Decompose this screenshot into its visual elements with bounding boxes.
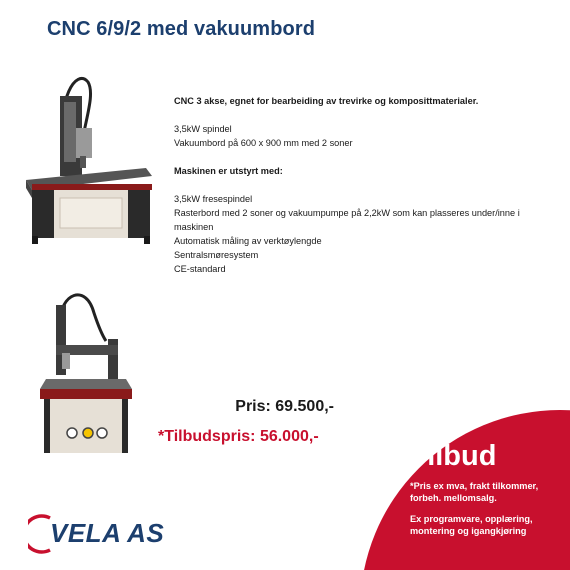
logo-text: VELA AS — [50, 518, 165, 548]
equip-item: Automatisk måling av verktøylengde — [174, 236, 322, 246]
offer-note-vat: *Pris ex mva, frakt tilkommer, forbeh. mellomsalg. — [410, 481, 539, 503]
offer-price: *Tilbudspris: 56.000,- — [158, 428, 319, 445]
equip-item: Sentralsmøresystem — [174, 250, 259, 260]
vela-logo — [28, 514, 165, 554]
page-title: CNC 6/9/2 med vakuumbord — [47, 18, 316, 40]
spec-spindle: 3,5kW spindel — [174, 124, 232, 134]
equip-item: Rasterbord med 2 soner og vakuumpumpe på 2,2kW som kan plasseres under/inne i maskinen — [174, 208, 520, 232]
offer-title: Tilbud — [410, 440, 497, 472]
cnc-machine-front-image — [36, 283, 136, 458]
spec-vacuum-table: Vakuumbord på 600 x 900 mm med 2 soner — [174, 138, 353, 148]
product-description — [174, 94, 559, 276]
offer-note-exclusions: Ex programvare, opplæring, montering og igangkjøring — [410, 514, 533, 536]
equip-item: CE-standard — [174, 264, 226, 274]
intro-text: CNC 3 akse, egnet for bearbeiding av trevirke og komposittmaterialer. — [174, 96, 479, 106]
offer-panel — [410, 440, 570, 537]
cnc-machine-side-image — [16, 72, 156, 248]
regular-price: Pris: 69.500,- — [235, 398, 334, 415]
equip-item: 3,5kW fresespindel — [174, 194, 253, 204]
equipped-heading: Maskinen er utstyrt med: — [174, 166, 283, 176]
